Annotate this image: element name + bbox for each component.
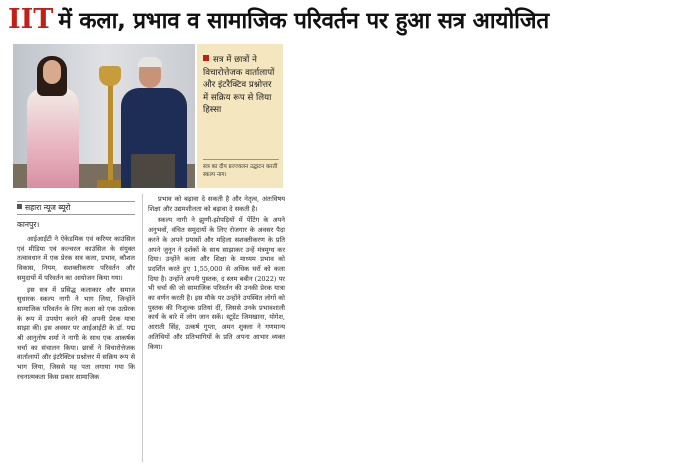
byline-text: सहारा न्यूज ब्यूरो (25, 203, 71, 212)
dateline: कानपुर। (17, 220, 40, 229)
pull-quote (203, 54, 279, 117)
byline (17, 201, 135, 215)
news-photo (13, 44, 195, 188)
paragraph: प्रभाव को बढ़ावा दे सकती है और नेतृत्व, अंतःविषय शिक्षा और उद्यमशीलता को बढ़ावा दे सकती है। (148, 195, 285, 213)
photo-man-pants (131, 154, 175, 188)
photo-man-hair (138, 57, 162, 67)
photo-lamp-top (99, 66, 121, 86)
headline-iit: IIT (8, 4, 54, 35)
headline (8, 2, 684, 38)
paragraph: इस सत्र में प्रसिद्ध कलाकार और समाज सुधारक स्कल्प नागी ने भाग लिया, जिन्होंने सामाजिक परिवर्तन के लिए कला को एक उत्प्रेरक के रूप में उपयोग करने की अपनी प्रेरक यात्रा साझा की। इस अवसर पर आईआईटी के डॉ. पद्म श्री आनुतोष शर्मा ने नागी के साथ एक आकर्षक चर्चा का संचालन किया। छात्रों ने विचारोत्तेजक वार्तालापों और इंटरैक्टिव प्रश्नोत्तर में सक्रिय रूप से भाग लिया, जिससे यह पता लगाया गया कि रचनात्मकता किस प्रकार सामाजिक (17, 285, 135, 381)
photo-lamp (108, 84, 113, 188)
paragraph: स्कल्प नागी ने झुग्गी-झोपड़ियों में पेंटिंग के अपने अनुभवों, वंचित समुदायों के लिए रोजगार के अवसर पैदा करने के अपने प्रयासों और महिला सशक्तीकरण के प्रति अपने जुनून ने दर्शकों के साथ साझाकर उन्हें मंत्रमुग्ध कर दिया। उन्होंने कला और शिक्षा के माध्यम प्रभाव को प्रदर्शित करते हुए 1,55,000 से अधिक घरों को कला दिया है। उन्होंने अपनी पुस्तक, द स्लम बबीन (2022) पर भी चर्चा की जो सामाजिक परिवर्तन की उनकी प्रेरक यात्रा का वर्णन करती है। इस मौके पर उन्होंने उपस्थित लोगों को पुस्तक की निःशुल्क प्रतियां दीं, जिससे उनके प्रभावशाली कार्य के बारे में लोग जान सकें। स्टूडेंट जिमखाना, योगेश, आराती सिंह, उत्कर्ष गुप्ता, अमन शुक्ला ने गणमान्य अतिथियों और प्रतिभागियों के प्रति अपना आभार व्यक्त किया। (148, 216, 285, 351)
photo-woman-face (43, 60, 61, 84)
square-icon (17, 204, 22, 209)
photo-woman (27, 88, 79, 188)
paragraph: आईआईटी ने ऐकेडमिक एवं करियर काउंसिल एवं मीडिया एवं कल्चरल काउंसिल के संयुक्त तत्वावधान में एक प्रेरक सत्र कला, प्रभाव, कौशल विकास, नियम, सशक्तीकरण परिवर्तन और समुदायों में परिवर्तन का आयोजन किया गया। (17, 235, 135, 282)
bullet-icon (203, 55, 209, 61)
photo-caption: सत्र का दीप प्रज्ज्वलन उद्घाटन करतीं स्कल्प नाग। (203, 159, 279, 179)
article-column-2 (148, 195, 285, 463)
pull-quote-box (197, 44, 283, 188)
article-column-1 (17, 235, 135, 463)
headline-text: में कला, प्रभाव व सामाजिक परिवर्तन पर हुआ सत्र आयोजित (58, 8, 550, 34)
column-divider (142, 194, 143, 462)
pull-quote-text: सत्र में छात्रों ने विचारोत्तेजक वार्तालापों और इंटरैक्टिव प्रश्नोत्तर में सक्रिय रूप से लिया हिस्सा (203, 55, 275, 115)
